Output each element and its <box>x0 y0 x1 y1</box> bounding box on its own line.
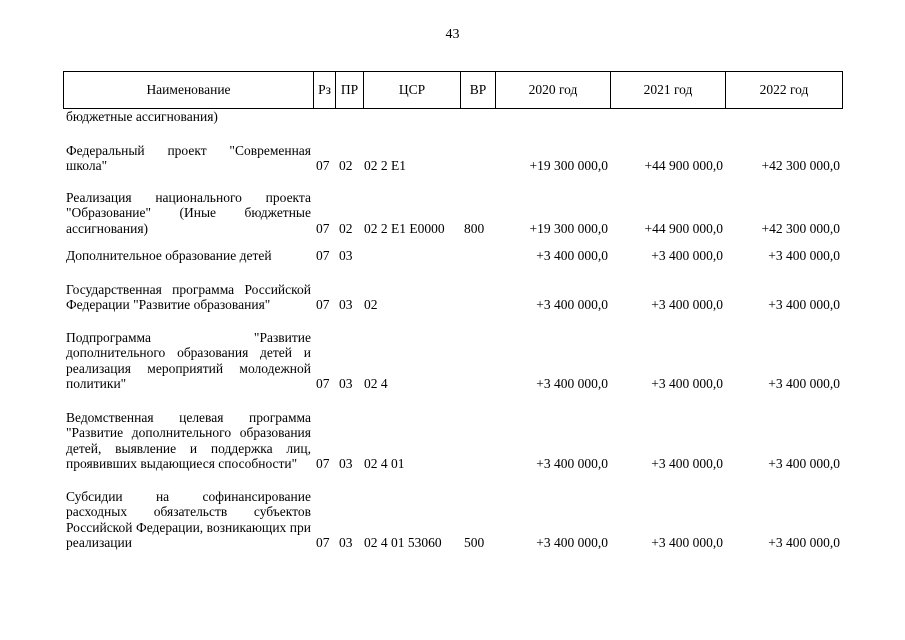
table-cell-name: Федеральный проект "Современная школа" <box>66 142 311 173</box>
table-cell-2020: +19 300 000,0 <box>529 158 608 173</box>
table-cell-pr: 03 <box>339 535 353 550</box>
table-row <box>63 128 842 177</box>
table-cell-name: Государственная программа Российской Федерации "Развитие образования" <box>66 281 311 312</box>
table-cell-2022: +42 300 000,0 <box>761 220 840 236</box>
table-cell-2021: +3 400 000,0 <box>651 297 723 312</box>
table-cell-name: Ведомственная целевая программа "Развитие дополнительного образования детей, выявление и поддержка лиц, проявивших выдающиеся способности" <box>66 409 311 471</box>
table-cell-rz <box>313 108 335 128</box>
table-cell-csr: 02 2 E1 E0000 <box>364 220 445 236</box>
table-cell-rz: 07 <box>316 248 330 263</box>
table-cell-vr: 800 <box>464 220 485 236</box>
column-header-2021: 2021 год <box>611 72 726 109</box>
table-cell-rz: 07 <box>316 158 330 173</box>
table-cell-2021: +44 900 000,0 <box>644 220 723 236</box>
table-cell-vr <box>460 239 495 267</box>
table-cell-2022: +42 300 000,0 <box>761 158 840 173</box>
table-cell-vr <box>460 395 495 475</box>
table-cell-2021: +44 900 000,0 <box>644 158 723 173</box>
table-cell-2022 <box>725 108 842 128</box>
table-cell-name: Реализация национального проекта "Образование" (Иные бюджетные ассигнования) <box>66 189 311 236</box>
table-cell-2022: +3 400 000,0 <box>768 456 840 471</box>
table-row <box>63 316 842 395</box>
table-cell-csr: 02 <box>364 297 378 312</box>
table-cell-rz: 07 <box>316 376 330 391</box>
table-cell-2020 <box>495 108 610 128</box>
header-row <box>64 72 843 109</box>
table-cell-vr: 500 <box>464 535 485 550</box>
column-header-2022: 2022 год <box>726 72 843 109</box>
table-cell-2020: +3 400 000,0 <box>536 297 608 312</box>
table-cell-2020: +3 400 000,0 <box>536 376 608 391</box>
table-cell-pr: 02 <box>339 220 353 236</box>
table-cell-2021: +3 400 000,0 <box>651 376 723 391</box>
column-header-pr: ПР <box>336 72 364 109</box>
table-row <box>63 475 842 554</box>
table-cell-rz: 07 <box>316 535 330 550</box>
table-cell-vr <box>460 267 495 316</box>
table-row <box>63 108 842 128</box>
table-cell-pr: 03 <box>339 456 353 471</box>
table-cell-csr: 02 4 01 <box>364 456 405 471</box>
column-header-name: Наименование <box>64 72 314 109</box>
table-cell-pr: 02 <box>339 158 353 173</box>
table-cell-pr: 03 <box>339 297 353 312</box>
table-cell-rz: 07 <box>316 456 330 471</box>
table-cell-2020: +3 400 000,0 <box>536 248 608 263</box>
table-cell-csr: 02 4 <box>364 376 388 391</box>
table-cell-rz: 07 <box>316 220 330 236</box>
table-cell-2020: +19 300 000,0 <box>529 220 608 236</box>
table-cell-vr <box>460 108 495 128</box>
table-row <box>63 395 842 475</box>
table-cell-2021: +3 400 000,0 <box>651 535 723 550</box>
table-header <box>63 71 843 109</box>
table-cell-vr <box>460 128 495 177</box>
table-cell-vr <box>460 316 495 395</box>
table-cell-name: Дополнительное образование детей <box>66 248 272 263</box>
table-cell-rz: 07 <box>316 297 330 312</box>
table-cell-name: бюджетные ассигнования) <box>66 109 218 124</box>
budget-table <box>63 108 842 554</box>
column-header-rz: Рз <box>314 72 336 109</box>
table-cell-2021: +3 400 000,0 <box>651 248 723 263</box>
column-header-2020: 2020 год <box>496 72 611 109</box>
table-cell-pr: 03 <box>339 248 353 263</box>
table-cell-csr <box>363 108 460 128</box>
table-cell-csr: 02 4 01 53060 <box>364 535 442 550</box>
table-cell-2022: +3 400 000,0 <box>768 535 840 550</box>
table-cell-2020: +3 400 000,0 <box>536 535 608 550</box>
column-header-csr: ЦСР <box>364 72 461 109</box>
table-cell-2021 <box>610 108 725 128</box>
column-header-vr: ВР <box>461 72 496 109</box>
table-row <box>63 267 842 316</box>
table-cell-2021: +3 400 000,0 <box>651 456 723 471</box>
table-cell-2022: +3 400 000,0 <box>768 297 840 312</box>
table-cell-name: Подпрограмма "Развитие дополнительного образования детей и реализация мероприятий молодежной политики" <box>66 329 311 391</box>
page-number: 43 <box>445 27 460 42</box>
table-row <box>63 239 842 267</box>
table-cell-2022: +3 400 000,0 <box>768 376 840 391</box>
table-cell-2022: +3 400 000,0 <box>768 248 840 263</box>
table-row <box>63 177 842 240</box>
table-cell-pr: 03 <box>339 376 353 391</box>
table-cell-2020: +3 400 000,0 <box>536 456 608 471</box>
table-cell-csr: 02 2 E1 <box>364 158 406 173</box>
table-cell-name: Субсидии на софинансирование расходных обязательств субъектов Российской Федерации, возникающих при реализации <box>66 488 311 550</box>
table-cell-csr <box>363 239 460 267</box>
table-cell-pr <box>335 108 363 128</box>
